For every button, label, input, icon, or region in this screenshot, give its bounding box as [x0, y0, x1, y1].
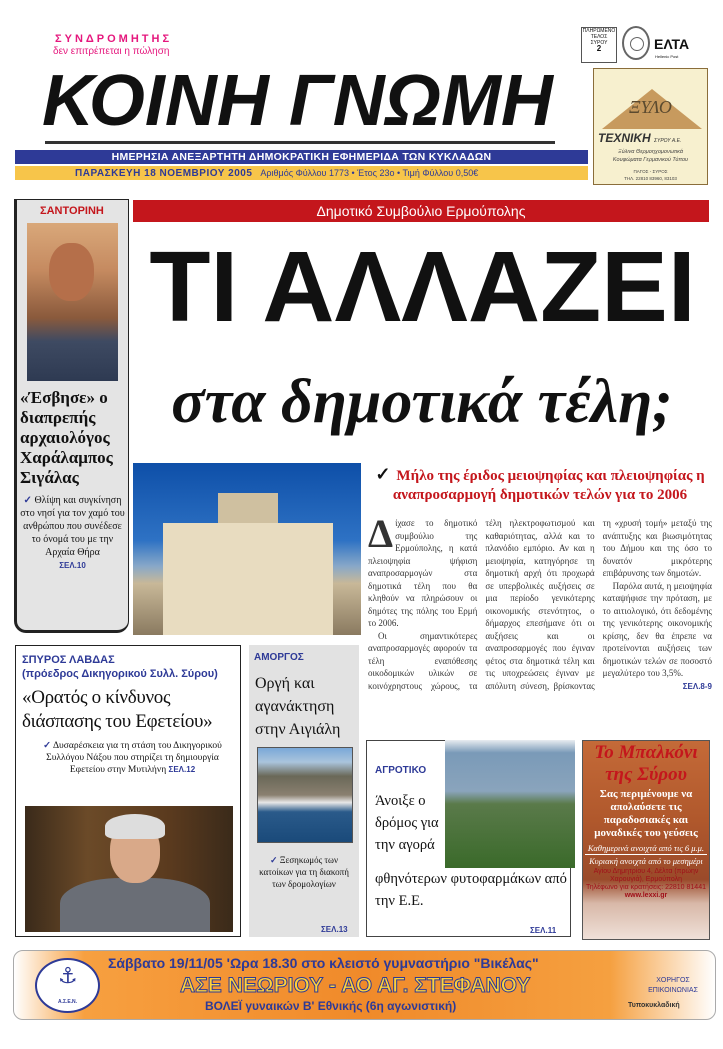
santorini-summary [20, 494, 125, 572]
match-teams: ΑΣΕ ΝΕΩΡΙΟΥ - ΑΟ ΑΓ. ΣΤΕΦΑΝΟΥ [180, 974, 531, 997]
page-ref[interactable]: ΣΕΛ.8-9 [682, 681, 712, 691]
masthead-title: ΚΟΙΝΗ ΓΝΩΜΗ [42, 61, 553, 141]
page-ref[interactable]: ΣΕΛ.11 [530, 926, 557, 935]
sponsor-logo: Τυποκυκλαδική [628, 1002, 680, 1009]
lavdas-label [22, 653, 218, 681]
balkoni-phone: Τηλέφωνο για κρατήσεις: 22810 81441 [586, 884, 706, 891]
postal-permit: 2 [596, 44, 602, 53]
tekniki-line: Κουφώματα Γερμανικού Τύπου [612, 157, 689, 163]
main-subhead-text: Μήλο της έριδος μειοψηφίας και πλειοψηφίας η αναπροσαρμογή δημοτικών τελών για το 2006 [392, 468, 705, 503]
postal-title: ΠΛΗΡΩΜΕΝΟ ΤΕΛΟΣ [582, 28, 616, 40]
santorini-story [20, 388, 125, 572]
match-league: ΒΟΛΕΪ γυναικών Β' Εθνικής (6η αγωνιστική) [205, 999, 457, 1013]
tagline: ΗΜΕΡΗΣΙΑ ΑΝΕΞΑΡΤΗΤΗ ΔΗΜΟΚΡΑΤΙΚΗ ΕΦΗΜΕΡΙΔΑ ΤΩΝ ΚΥΚΛΑΔΩΝ [15, 150, 588, 164]
balkoni-hours [585, 843, 707, 866]
tekniki-name-text: ΤΕΧΝΙΚΗ [598, 131, 651, 145]
tekniki-phone: ΤΗΛ. 22810 83960, 83103 [624, 176, 677, 181]
amorgos-summary [252, 854, 356, 890]
suit-shape [60, 878, 210, 932]
balkoni-contact [585, 868, 707, 900]
issue-date: ΠΑΡΑΣΚΕΥΗ 18 ΝΟΕΜΒΡΙΟΥ 2005 [75, 168, 253, 179]
photo-spacer [444, 790, 568, 868]
portrait-head [49, 243, 94, 301]
agrotiko-headline[interactable] [375, 790, 568, 912]
main-headline-2[interactable]: στα δημοτικά τέλη; [171, 368, 673, 436]
tekniki-line: Ξύλινα Θερμοηχομονωτικά [618, 149, 683, 155]
town-hall-photo [133, 463, 361, 635]
aigiali-photo [257, 747, 353, 843]
building-shape [163, 523, 333, 635]
tekniki-name [598, 131, 681, 145]
article-paragraph: ίχασε το δημοτικό συμβούλιο της Ερμούπολης, η κατά πλειοψηφία ψήφιση αναπροσαρμογών στα δημοτικά τέλη που θα κληθούν να πληρώσουν οι δημότες της πόλης του Ερμή το 2006. [368, 518, 478, 628]
postal-office: ΣΥΡΟΥ [590, 40, 608, 46]
amorgos-text: Ξεσηκωμός των κατοίκων για τη διακοπή των δρομολογίων [259, 855, 349, 889]
page-ref[interactable]: ΣΕΛ.13 [321, 925, 348, 934]
check-icon: ✓ [23, 495, 32, 506]
lavdas-photo [25, 806, 233, 932]
balkoni-title: Το Μπαλκόνι της Σύρου [594, 742, 698, 785]
main-subhead [368, 465, 712, 505]
agrotiko-label: ΑΓΡΟΤΙΚΟ [375, 765, 427, 776]
lavdas-headline[interactable]: «Ορατός ο κίνδυνος διάσπασης του Εφετείου» [22, 687, 213, 732]
balkoni-address: Αγίου Δημητρίου 4, Δέλτα (πρώην Χαρουγιά), Ερμούπολη [593, 868, 699, 883]
hours-weekday: Καθημερινά ανοιχτά από τις 6 μ.μ. [585, 843, 707, 855]
article-paragraph: Οι σημαντικότερες αναπροσαρμογές αφορούν τα τέλη εναπόθεσης οικοδομικών υλικών σε κοινόχρηστους χώρους, τα τέλη ηλεκτροφωτισμού και καθαριότητας, αλλά και το πλανόδιο εμπόριο. Αν και η μειοψηφία, κατηγόρησε τη δημοτική αρχή ότι προχωρά σε υπερβολικές αυξήσεις σε μια περίοδο γενικότερης οικονομικής στενότητος, ο δήμαρχος επεσήμανε ότι οι αυξήσεις και οι αναπροσαρμογές που έγιναν φέτος στα δημοτικά τέλη και τις υποχρεώσεις έγιναν με απόλυτη σύνεση, βρίσκοντας τη «χρυσή τομή» μεταξύ της ανάπτυξης και βιωσιμότητας του Δήμου και της όσο το δυνατόν μικρότερης επιβάρυνσης των δημοτών. [368, 518, 712, 691]
lavdas-name: ΣΠΥΡΟΣ ΛΑΒΔΑΣ [22, 654, 115, 666]
check-icon: ✓ [43, 741, 52, 751]
elta-logo: ΕΛΤΑ [654, 36, 690, 52]
page-ref[interactable]: ΣΕΛ.10 [59, 561, 86, 570]
lavdas-text: Δυσαρέσκεια για τη στάση του Δικηγορικού Συλλόγου Νάξου που στηρίζει τη δημιουργία Εφετείου στην Μυτιλήνη [46, 741, 222, 775]
match-time: Σάββατο 19/11/05 'Ωρα 18.30 στο κλειστό γυμναστήριο "Βικέλας" [108, 955, 539, 971]
tekniki-logo: ΞΥΛΟ [629, 97, 672, 117]
santorini-text: Θλίψη και συγκίνηση στο νησί για τον χαμό του ανθρώπου που συνέδεσε το όνομά του με την Αρχαία Θήρα [20, 495, 125, 558]
main-headline[interactable]: ΤΙ ΑΛΛΑΖΕΙ [149, 231, 696, 343]
check-icon: ✓ [269, 855, 278, 865]
tekniki-ad[interactable] [593, 68, 708, 185]
amorgos-label: ΑΜΟΡΓΟΣ [254, 652, 304, 663]
page-ref[interactable]: ΣΕΛ.12 [168, 765, 196, 774]
postal-paid-box [581, 27, 617, 63]
agrotiko-headline-text: Άνοιξε ο δρόμος για την αγορά φθηνότερων φυτοφαρμάκων από την Ε.Ε. [375, 793, 567, 909]
balkoni-ad[interactable] [582, 740, 710, 940]
subscriber-label: ΣΥΝΔΡΟΜΗΤΗΣ [55, 33, 173, 45]
santorini-headline[interactable]: «Έσβησε» ο διαπρεπής αρχαιολόγος Χαράλαμπος Σιγάλας [20, 388, 113, 487]
balkoni-web[interactable]: www.lexxi.gr [624, 892, 668, 899]
sigalas-photo [27, 223, 118, 381]
issue-info: Αριθμός Φύλλου 1773 • Έτος 23ο • Τιμή Φύλλου 0,50€ [260, 168, 479, 178]
subscriber-note: δεν επιτρέπεται η πώληση [53, 46, 170, 57]
masthead-rule [45, 141, 555, 144]
drop-cap: Δ [368, 511, 394, 556]
main-story [368, 465, 712, 692]
santorini-label: ΣΑΝΤΟΡΙΝΗ [40, 205, 104, 217]
date-bar [15, 166, 588, 180]
asen-logo-text: Α.Σ.Ε.Ν. [57, 999, 78, 1005]
check-icon: ✓ [375, 464, 391, 484]
lavdas-summary [30, 740, 235, 776]
tekniki-line: ΠΑΓΟΣ - ΣΥΡΟΣ [633, 169, 668, 174]
main-article [368, 511, 712, 692]
circular-stamp-icon [622, 26, 650, 60]
balkoni-slogan: Σας περιμένουμε να απολαύσετε τις παραδοσιακές και μοναδικές του γεύσεις [594, 788, 698, 839]
elta-subtitle: Hellenic Post [655, 54, 679, 59]
anchor-icon: ⚓ [58, 964, 78, 989]
lavdas-role: (πρόεδρος Δικηγορικού Συλλ. Σύρου) [22, 668, 218, 680]
hair-shape [105, 814, 165, 839]
section-banner: Δημοτικό Συμβούλιο Ερμούπολης [133, 200, 709, 222]
sponsor-label: ΧΟΡΗΓΟΣ ΕΠΙΚΟΙΝΩΝΙΑΣ [648, 977, 698, 994]
article-paragraph: Παρόλα αυτά, η μειοψηφία καταψήφισε την πρόταση, με το αιτιολογικό, ότι δεδομένης της γενικότερης οικονομικής κρίσης, δεν θα έπρεπε να προτείνονται αυξήσεις των δημοτικών τελών σε ποσοστό μεγαλύτερο του 3,5%. [602, 580, 712, 678]
tekniki-suffix: ΣΥΡΟΥ Α.Ε. [654, 138, 682, 144]
amorgos-headline[interactable]: Οργή και αγανάκτηση στην Αιγιάλη [255, 675, 341, 738]
hours-sunday: Κυριακή ανοιχτά από το μεσημέρι [589, 856, 703, 866]
